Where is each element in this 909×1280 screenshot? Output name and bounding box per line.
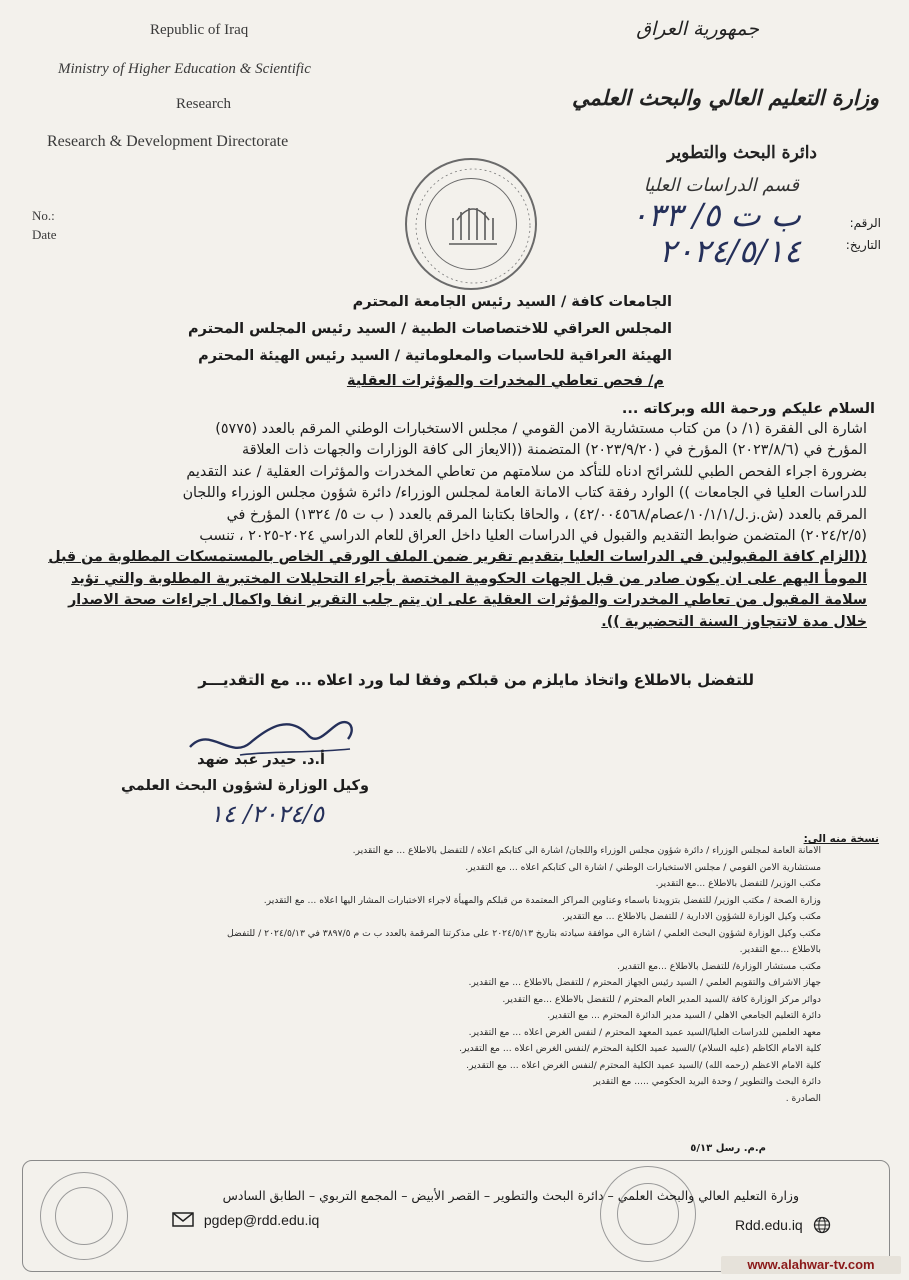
header-en-republic: Republic of Iraq: [150, 22, 249, 38]
body-bold-line: ((الزام كافة المقبولين في الدراسات العليا بتقديم تقرير ضمن الملف الورقي الخاص بالمستمسكات المطلوبة من قبل: [48, 549, 867, 566]
date-label-ar: التاريخ:: [845, 238, 881, 252]
greeting: السلام عليكم ورحمة الله وبركاته ...: [621, 401, 875, 417]
footer-email[interactable]: pgdep@rdd.edu.iq: [203, 1212, 320, 1228]
header-en-ministry: Ministry of Higher Education & Scientific: [58, 61, 311, 77]
cc-item: الامانة العامة لمجلس الوزراء / دائرة شؤون مجلس الوزراء واللجان/ اشارة الى كتابكم اعلاه / للتفضل بالاطلاع ... مع التقدير.: [352, 845, 821, 856]
cc-item: مكتب مستشار الوزارة/ للتفضل بالاطلاع ...مع التقدير.: [617, 960, 821, 972]
body-paragraph: [37, 419, 867, 633]
signature-date: ٢٠٢٤/٥/ ١٤: [209, 800, 324, 828]
cc-item: دائرة البحث والتطوير / وحدة البريد الحكومي ..... مع التقدير: [593, 1076, 821, 1087]
body-line: اشارة الى الفقرة (١/ د) من كتاب مستشارية الامن القومي / مجلس الاستخبارات الوطني المرقم بالعدد (٥٧٧٥): [215, 421, 867, 437]
addressee-3: الهيئة العراقية للحاسبات والمعلوماتية / السيد رئيس الهيئة المحترم: [198, 348, 672, 364]
cc-item: مكتب وكيل الوزارة لشؤون البحث العلمي / اشارة الى موافقة سيادته بتاريخ ٢٠٢٤/٥/١٣ على مذكرتنا المرقمة بالعدد ب ت م ٣٨٩٧/٥ في ٢٠٢٤/٥/١٣ / للتفضل: [227, 927, 821, 939]
header-en-directorate: Research & Development Directorate: [47, 133, 289, 150]
body-line: للدراسات العليا في الجامعات )) الوارد رفقة كتاب الامانة العامة لمجلس الوزراء/ دائرة شؤون مجلس الوزراء واللجان: [182, 485, 867, 502]
header-en-research: Research: [176, 96, 231, 112]
envelope-icon: [172, 1212, 194, 1230]
header-ar-directorate: دائرة البحث والتطوير: [667, 143, 817, 163]
ref-number-handwritten: ب ت ٥/ ٠٣٣: [630, 196, 801, 234]
header-ar-department: قسم الدراسات العليا: [643, 175, 799, 196]
closing-line: للتفضل بالاطلاع واتخاذ مايلزم من قبلكم وفقا لما ورد اعلاه ... مع التقديـــر: [198, 671, 754, 689]
addressee-2: المجلس العراقي للاختصاصات الطبية / السيد رئيس المجلس المحترم: [187, 321, 672, 337]
signatory-name: أ.د. حيدر عبد ضهد: [197, 752, 325, 768]
signatory-title: وكيل الوزارة لشؤون البحث العلمي: [121, 778, 369, 794]
cc-item: كلية الامام الكاظم (عليه السلام) /السيد عميد الكلية المحترم /لنفس الغرض اعلاه ... مع التقدير.: [459, 1043, 821, 1054]
footer-website[interactable]: Rdd.edu.iq: [735, 1217, 803, 1234]
body-line: بضرورة اجراء الفحص الطبي للشرائح ادناه للتأكد من سلامتهم من تعاطي المخدرات والمؤثرات العقلية / عند التقديم: [186, 463, 867, 480]
body-line: المرقم بالعدد (ش.ز.ل/١٠/١/١/عصام/٤٢/٠٠٤٥٦٨) ، والحاقا بكتابنا المرقم بالعدد ( ب ت ٥/ ١٣٢٤) المؤرخ في: [226, 506, 867, 523]
body-bold-line: سلامة المقبول من تعاطي المخدرات والمؤثرات العقلية على ان يتم جلب التقرير انفا واكمال اجراءات صحة الاصدار: [68, 592, 867, 609]
body-line: المؤرخ في (٢٠٢٣/٨/٦) المؤرخ في (٢٠٢٣/٩/٢٠) المتضمنة ((الايعاز الى كافة الوزارات والجهات ذات العلاقة: [242, 442, 867, 459]
cc-item: مكتب الوزير/ للتفضل بالاطلاع ...مع التقدير.: [655, 878, 821, 889]
subject-line: م/ فحص تعاطي المخدرات والمؤثرات العقلية: [346, 373, 664, 389]
cc-item: دوائر مركز الوزارة كافة /السيد المدير العام المحترم / للتفضل بالاطلاع ...مع التقدير.: [502, 993, 821, 1005]
footer-address: وزارة التعليم العالي والبحث العلمي – دائرة البحث والتطوير – القصر الأبيض – المجمع التربوي – الطابق السادس: [222, 1188, 799, 1203]
cc-item: جهاز الاشراف والتقويم العلمي / السيد رئيس الجهاز المحترم / للتفضل بالاطلاع ... مع التقدير.: [468, 977, 821, 988]
footer-web-row: [735, 1216, 831, 1237]
cc-item: مستشارية الامن القومي / مجلس الاستخبارات الوطني / اشارة الى كتابكم اعلاه ... مع التقدير.: [465, 861, 821, 873]
ref-label-ar: الرقم:: [849, 216, 881, 230]
cc-item: دائرة التعليم الجامعي الاهلي / السيد مدير الدائرة المحترم ... مع التقدير.: [547, 1010, 821, 1021]
body-bold-line: المومأ اليهم على ان يكون صادر من قبل الجهات الحكومية المختصة بأجراء التحليلات المختبرية المطلوبة والتي تؤيد: [71, 570, 867, 587]
cc-item: بالاطلاع ...مع التقدير.: [739, 944, 821, 955]
body-line: (٢٠٢٤/٢/٥) المتضمن ضوابط التقديم والقبول في الدراسات العليا داخل العراق للعام الدراسي ٢٠٢٤-٢٠٢٥ ، تنسب: [199, 528, 867, 545]
cc-item: معهد العلمين للدراسات العليا/السيد عميد المعهد المحترم / لنفس الغرض اعلاه ... مع التقدير.: [468, 1026, 821, 1038]
cc-item: وزارة الصحة / مكتب الوزير/ للتفضل بتزويدنا باسماء وعناوين المراكز المعتمدة من قبلكم والمهيأة لاجراء الاختبارات المشار اليها اعلاه ... مع التقدير.: [263, 894, 821, 906]
ministry-seal: [405, 158, 537, 290]
addressee-1: الجامعات كافة / السيد رئيس الجامعة المحترم: [352, 294, 672, 310]
cc-list: [21, 843, 821, 1107]
cc-item: الصادرة .: [785, 1092, 821, 1104]
cc-title: نسخة منه الى:: [803, 833, 879, 845]
header-ar-ministry: وزارة التعليم العالي والبحث العلمي: [572, 85, 879, 110]
footer-seal-right: [600, 1166, 696, 1262]
date-handwritten: ٢٠٢٤/٥/١٤: [659, 232, 801, 270]
cc-item: كلية الامام الاعظم (رحمه الله) /السيد عميد الكلية المحترم /لنفس الغرض اعلاه ... مع التقدير.: [466, 1059, 821, 1071]
date-label-en: Date: [32, 227, 57, 242]
cc-item: مكتب وكيل الوزارة للشؤون الادارية / للتفضل بالاطلاع ... مع التقدير.: [561, 911, 821, 922]
cc-typist-initials: م.م. رسل ٥/١٣: [690, 1143, 766, 1154]
header-ar-republic: جمهورية العراق: [636, 18, 759, 40]
body-bold-line: خلال مدة لاتتجاوز السنة التحضيرية )).: [601, 613, 867, 630]
footer-email-row: [172, 1212, 319, 1230]
footer-seal-left: [40, 1172, 128, 1260]
site-watermark: www.alahwar-tv.com: [721, 1256, 901, 1274]
no-label: No.:: [32, 208, 55, 223]
globe-icon: [813, 1216, 831, 1237]
